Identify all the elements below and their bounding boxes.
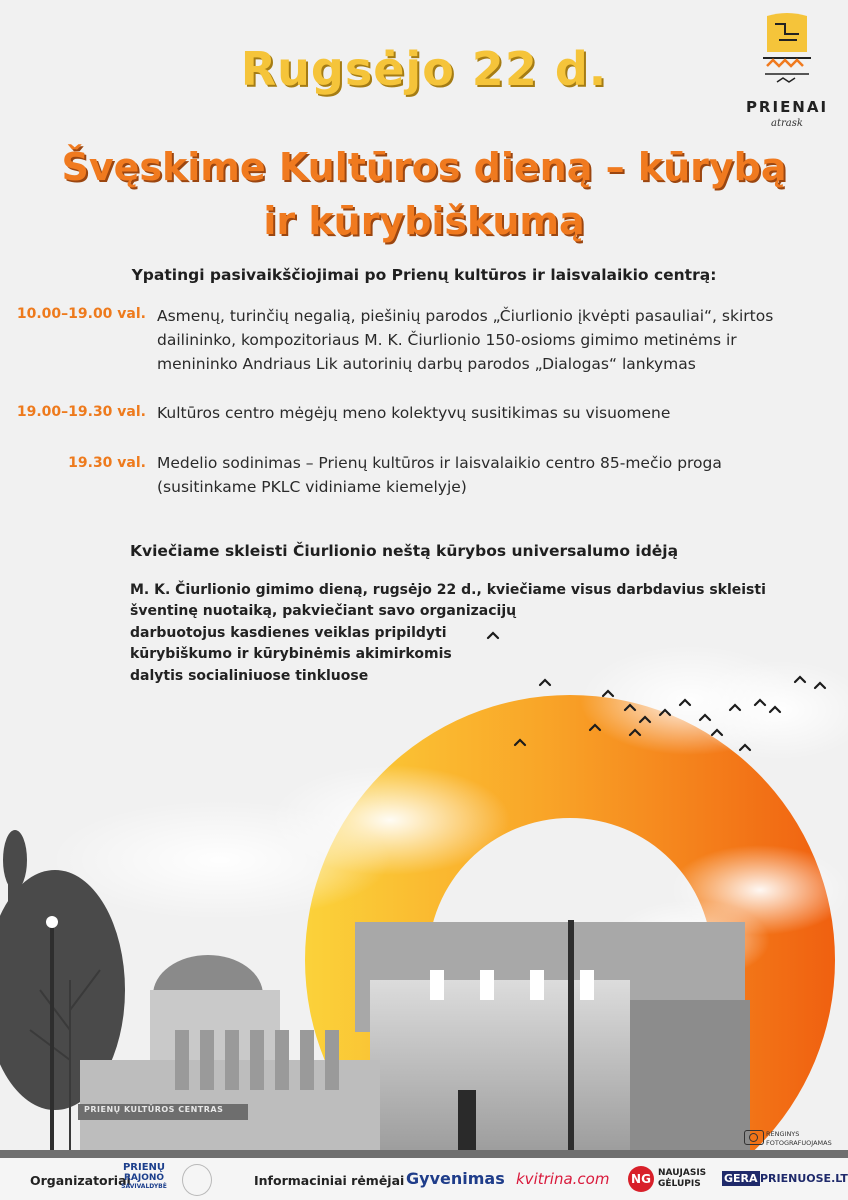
municipality-logo-line1: PRIENŲ [122, 1162, 166, 1173]
schedule-line: menininko Andriaus Lik autorinių darbų parodos „Dialogas“ lankymas [157, 355, 696, 373]
page-title: Švęskime Kultūros dieną – kūrybą ir kūrybiškumą [61, 145, 787, 243]
schedule-item-2 [157, 401, 817, 425]
gera-text: PRIENUOSE.LT [760, 1172, 848, 1185]
invite-text [130, 580, 766, 687]
photo-credit-line1: RENGINYS [766, 1130, 800, 1138]
naujasis-line1: NAUJASIS [658, 1168, 707, 1178]
schedule-time-3: 19.30 val. [68, 455, 146, 471]
organizers-label: Organizatoriai [30, 1173, 131, 1188]
invite-line: dalytis socialiniuose tinkluose [130, 667, 369, 684]
schedule-line: Kultūros centro mėgėjų meno kolektyvų susitikimas su visuomene [157, 404, 671, 422]
info-sponsors-label: Informaciniai rėmėjai [254, 1173, 405, 1188]
schedule-time-1: 10.00–19.00 val. [16, 306, 146, 322]
naujasis-line2: GĖLUPIS [658, 1179, 701, 1189]
schedule-item-1 [157, 304, 817, 376]
schedule-subtitle: Ypatingi pasivaikščiojimai po Prienų kultūros ir laisvalaikio centrą: [131, 266, 717, 284]
camera-icon [744, 1130, 764, 1145]
invite-heading: Kviečiame skleisti Čiurlionio neštą kūrybos universalumo idėją [130, 542, 679, 560]
schedule-line: Medelio sodinimas – Prienų kultūros ir laisvalaikio centro 85-mečio proga [157, 454, 722, 472]
municipality-logo-line2: RAJONO [123, 1173, 165, 1183]
footer [0, 1158, 848, 1200]
ng-badge: NG [628, 1166, 654, 1192]
municipality-logo-line3: SAVIVALDYBĖ [121, 1183, 167, 1190]
kvitrina-logo: kvitrina.com [516, 1170, 610, 1188]
invite-line: šventinę nuotaiką, pakviečiant savo organizacijų [130, 603, 517, 620]
photo-credit [742, 1126, 842, 1156]
gyvenimas-logo: Gyvenimas [406, 1169, 505, 1188]
gera-badge: GERA [724, 1172, 758, 1185]
invite-line: kūrybiškumo ir kūrybinėmis akimirkomis [130, 646, 452, 663]
schedule-line: (susitinkame PKLC vidiniame kiemelyje) [157, 478, 467, 496]
building [0, 916, 848, 1160]
photo-credit-line2: FOTOGRAFUOJAMAS [766, 1139, 832, 1147]
logo-name: PRIENAI [745, 98, 829, 116]
schedule-item-3 [157, 451, 817, 499]
municipality-logo [118, 1162, 170, 1196]
logo-tagline: atrask [771, 118, 803, 129]
schedule-line: dailininko, kompozitoriaus M. K. Čiurlionio 150-osioms gimimo metinėms ir [157, 331, 737, 349]
schedule-line: Asmenų, turinčių negalią, piešinių parodos „Čiurlionio įkvėpti pasauliai“, skirtos [157, 307, 774, 325]
building-sign: PRIENŲ KULTŪROS CENTRAS [84, 1105, 224, 1114]
invite-line: darbuotojus kasdienes veiklas pripildyti [130, 624, 447, 641]
invite-line: M. K. Čiurlionio gimimo dieną, rugsėjo 22 d., kviečiame visus darbdavius skleisti [130, 582, 766, 598]
event-date: Rugsėjo 22 d. [240, 42, 608, 96]
pklc-85-logo-icon [182, 1164, 212, 1196]
schedule-time-2: 19.00–19.30 val. [16, 404, 146, 420]
